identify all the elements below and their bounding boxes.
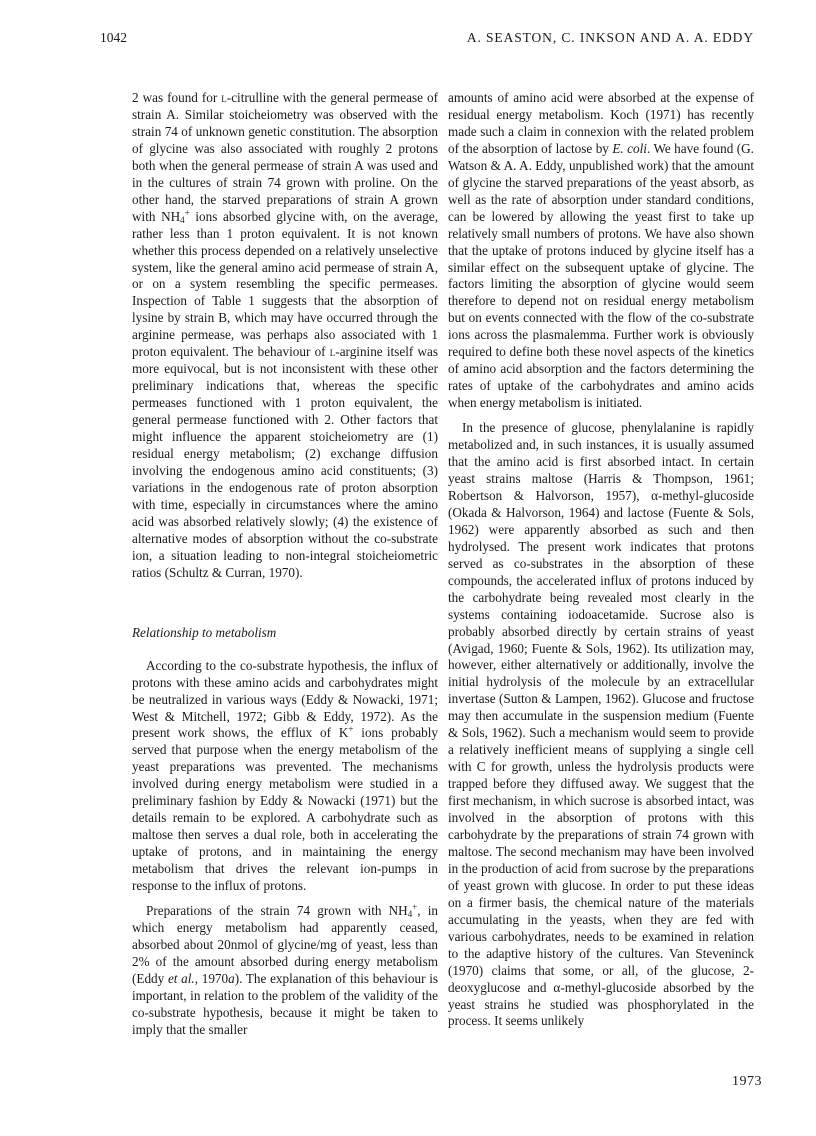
section-heading: Relationship to metabolism — [132, 624, 277, 640]
paragraph: 2 was found for l-citrulline with the general permease of strain A. Similar stoicheiometry was observed with the strain 74 of unknown genetic constitution. The absorption of glycine was also associated with roughly 2 protons both when the general permease of strain A was used and in the cultures of strain 74 grown with proline. On the other hand, the starved preparations of strain A grown with $NH_4^+$ ions absorbed glycine with, on the average, rather less than 1 proton equivalent. It is not known whether this process depended on a relatively unselective system, like the general amino acid permease of strain A, or on a system resembling the specific permeases. Inspection of Table 1 suggests that the absorption of lysine by strain B, which may have occurred through the arginine permease, was perhaps also associated with 1 proton equivalent. The behaviour of l-arginine itself was more equivocal, but is not inconsistent with these other preliminary indications that, whereas the specific permeases functioned with 1 proton equivalent, the general permease functioned with 2. Other factors that might influence the apparent stoicheiometry are (1) residual energy metabolism; (2) exchange diffusion involving the endogenous amino acid constituents; (3) variations in the endogenous rate of proton absorption with time, especially in circumstances where the amino acid was absorbed relatively slowly; (4) the existence of alternative modes of absorption without the co-substrate ion, a situation leading to non-integral stoicheiometric ratios (Schultz & Curran, 1970). — [132, 90, 439, 580]
running-head: A. SEASTON, C. INKSON AND A. A. EDDY — [466, 30, 754, 45]
paragraph: amounts of amino acid were absorbed at the expense of residual energy metabolism. Koch (1971) has recently made such a claim in connexion with the related problem of the absorption of lactose by E. coli. We have found (G. Watson & A. A. Eddy, unpublished work) that the amount of glycine the starved preparations of the yeast absorb, as well as the rate of absorption under standard conditions, can be lowered by allowing the yeast first to take up relatively small numbers of protons. We have also shown that the uptake of protons induced by glycine itself has a similar effect on the subsequent uptake of glycine. The factors limiting the absorption of glycine would seem therefore to depend not on residual energy metabolism but on events connected with the flow of the co-substrate ions across the plasmalemma. Further work is obviously required to define both these novel aspects of the kinetics of amino acid absorption and the factors determining the rates of uptake of the carbohydrates and amino acids when energy metabolism is initiated. — [448, 90, 754, 411]
page-number: 1042 — [100, 30, 127, 45]
right-column — [448, 90, 754, 1030]
paragraph: According to the co-substrate hypothesis, the influx of protons with these amino acids and carbohydrates might be neutralized in various ways (Eddy & Nowacki, 1971; West & Mitchell, 1972; Gibb & Eddy, 1972). As the present work shows, the efflux of K+ ions probably served that purpose when the energy metabolism of the yeast preparations was prevented. The mechanisms involved during energy metabolism were studied in a preliminary fashion by Eddy & Nowacki (1971) but the details remain to be explored. A carbohydrate such as maltose then serves a dual role, both in accelerating the uptake of protons, and in maintaining the energy metabolism that drives the relevant ion-pumps in response to the influx of protons. — [132, 657, 438, 894]
footer-code: 1973 — [732, 1074, 762, 1089]
paragraph: Preparations of the strain 74 grown with $NH_4^+$, in which energy metabolism had apparently ceased, absorbed about 20nmol of glycine/mg of yeast, less than 2% of the amount absorbed during energy metabolism (Eddy et al., 1970a). The explanation of this behaviour is important, in relation to the problem of the validity of the co-substrate hypothesis, because it might be taken to imply that the smaller — [132, 901, 438, 1037]
left-column — [132, 90, 438, 1039]
paragraph: In the presence of glucose, phenylalanine is rapidly metabolized and, in such instances, it is usually assumed that the amino acid is first absorbed intact. In certain yeast strains maltose (Harris & Thompson, 1961; Robertson & Halvorson, 1957), α-methyl-glucoside (Okada & Halvorson, 1964) and lactose (Fuente & Sols, 1962) were apparently absorbed as such and then hydrolysed. The present work indicates that protons served as co-substrates in the absorption of these compounds, the accelerated influx of protons induced by the carbohydrate being revealed most clearly in the systems containing iodoacetamide. Sucrose also is probably absorbed directly by certain strains of yeast (Avigad, 1960; Fuente & Sols, 1962). Its utilization may, however, either alternatively or additionally, involve the initial hydrolysis of the molecule by an extracellular invertase (Sutton & Lampen, 1962). Glucose and fructose may then accumulate in the suspension medium (Fuente & Sols, 1962). Such a mechanism would seem to provide a relatively inefficient means of supplying a single cell with C for growth, unless the hydrolysis products were trapped before they diffused away. We suggest that the first mechanism, in which sucrose is absorbed intact, was involved in the absorption of protons with this carbohydrate by the preparations of strain 74 grown with maltose. The second mechanism may have been involved in the production of acid from sucrose by the preparations of yeast grown with glucose. In order to put these ideas on a firmer basis, the chemical nature of the materials accumulating in the yeasts, when they are fed with various carbohydrates, needs to be examined in relation to the adaptive history of the cultures. Van Steveninck (1970) claims that some, or all, of the glucose, 2-deoxyglucose and α-methyl-glucoside absorbed by the yeast strains he studied was phosphorylated in the process. It seems unlikely — [448, 420, 754, 1029]
